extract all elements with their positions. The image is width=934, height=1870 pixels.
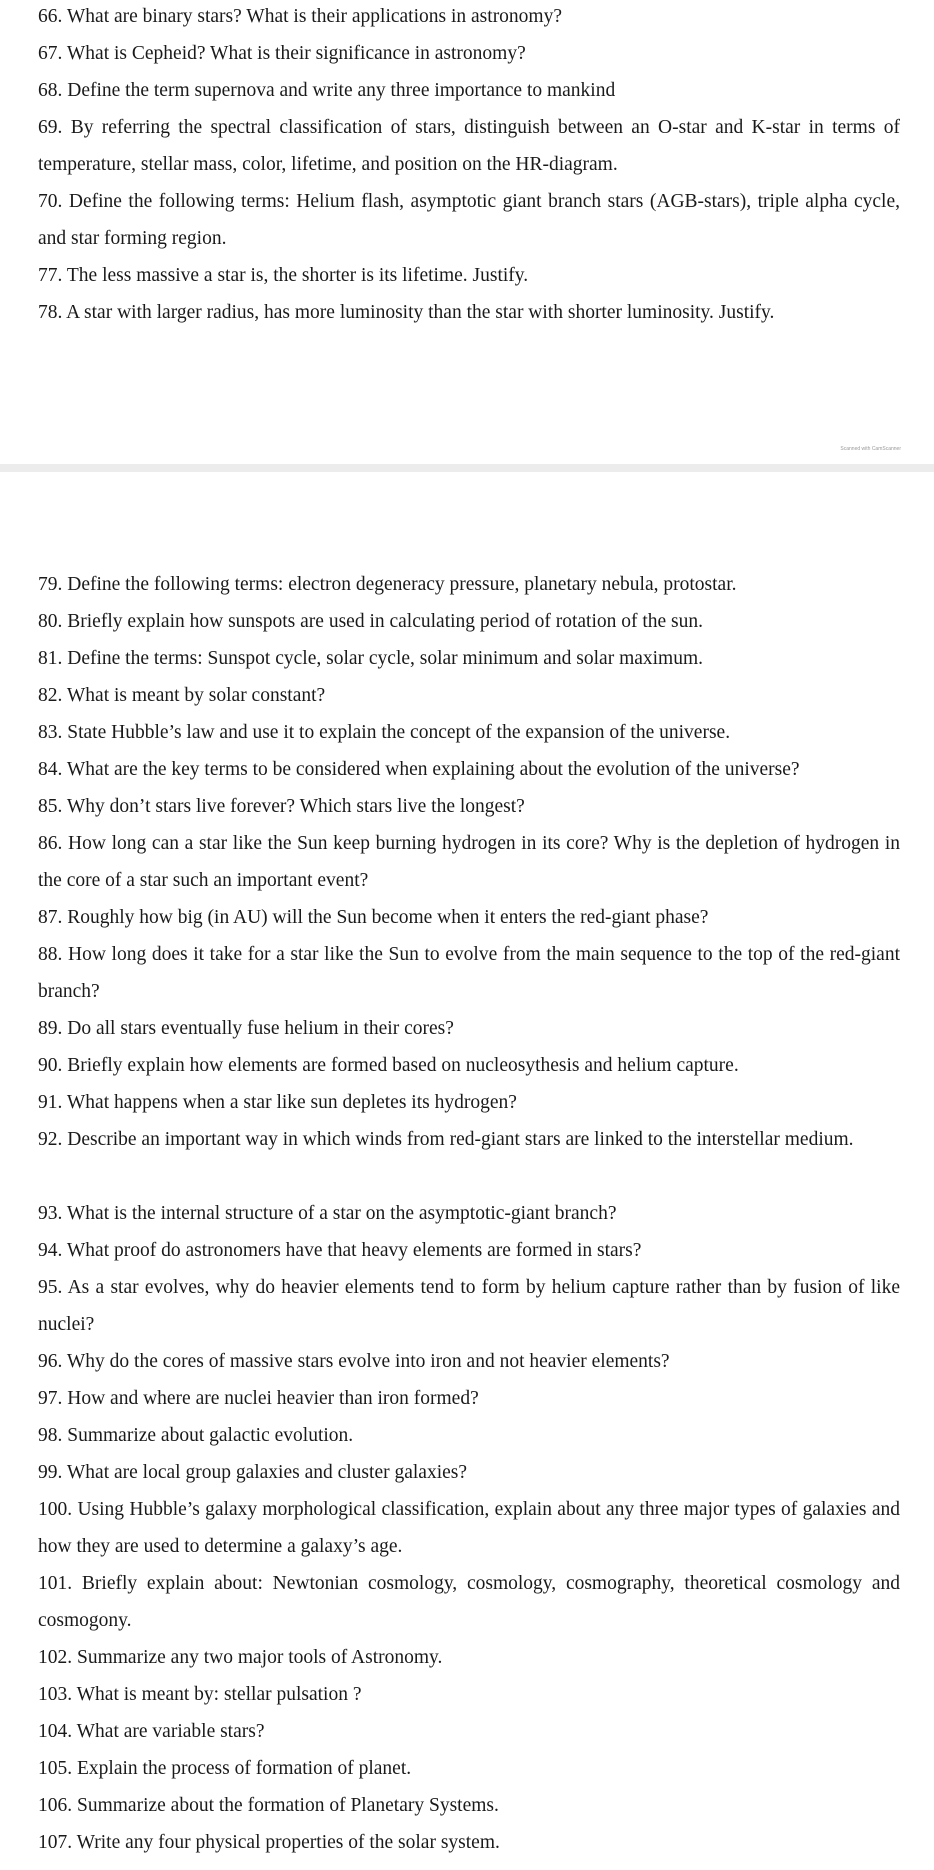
document-page-top: [0, 0, 934, 464]
question-item: 104. What are variable stars?: [38, 1721, 265, 1742]
question-item: 97. How and where are nuclei heavier than iron formed?: [38, 1388, 479, 1409]
question-item: 94. What proof do astronomers have that heavy elements are formed in stars?: [38, 1240, 642, 1261]
question-item: 98. Summarize about galactic evolution.: [38, 1425, 354, 1446]
question-item: 93. What is the internal structure of a star on the asymptotic-giant branch?: [38, 1203, 617, 1224]
question-item: 96. Why do the cores of massive stars evolve into iron and not heavier elements?: [38, 1351, 670, 1372]
question-item: 91. What happens when a star like sun depletes its hydrogen?: [38, 1092, 517, 1113]
question-item: 81. Define the terms: Sunspot cycle, solar cycle, solar minimum and solar maximum.: [38, 648, 704, 669]
question-item: 67. What is Cepheid? What is their significance in astronomy?: [38, 43, 526, 64]
question-item: 80. Briefly explain how sunspots are used in calculating period of rotation of the sun.: [38, 611, 704, 632]
question-item: 87. Roughly how big (in AU) will the Sun become when it enters the red-giant phase?: [38, 907, 709, 928]
question-item: 105. Explain the process of formation of planet.: [38, 1758, 412, 1779]
question-item: 68. Define the term supernova and write any three importance to mankind: [38, 80, 616, 101]
question-item: 95. As a star evolves, why do heavier elements tend to form by helium capture rather than by fusion of like nuclei?: [38, 1277, 900, 1335]
question-item: 103. What is meant by: stellar pulsation ?: [38, 1684, 362, 1705]
question-item: 92. Describe an important way in which winds from red-giant stars are linked to the interstellar medium.: [38, 1129, 854, 1150]
question-item: 85. Why don’t stars live forever? Which stars live the longest?: [38, 796, 525, 817]
question-item: 84. What are the key terms to be considered when explaining about the evolution of the universe?: [38, 759, 800, 780]
question-item: 100. Using Hubble’s galaxy morphological classification, explain about any three major types of galaxies and how they are used to determine a galaxy’s age.: [38, 1499, 900, 1557]
question-item: 66. What are binary stars? What is their applications in astronomy?: [38, 6, 563, 27]
question-item: 77. The less massive a star is, the shorter is its lifetime. Justify.: [38, 265, 529, 286]
question-item: 79. Define the following terms: electron degeneracy pressure, planetary nebula, protostar.: [38, 574, 737, 595]
question-item: 90. Briefly explain how elements are formed based on nucleosythesis and helium capture.: [38, 1055, 739, 1076]
document-page-bottom: [0, 472, 934, 1870]
question-item: 69. By referring the spectral classification of stars, distinguish between an O-star and K-star in terms of temperature, stellar mass, color, lifetime, and position on the HR-diagram.: [38, 117, 900, 175]
question-item: 99. What are local group galaxies and cluster galaxies?: [38, 1462, 468, 1483]
question-item: 102. Summarize any two major tools of Astronomy.: [38, 1647, 443, 1668]
question-item: 89. Do all stars eventually fuse helium in their cores?: [38, 1018, 454, 1039]
question-item: 83. State Hubble’s law and use it to explain the concept of the expansion of the universe.: [38, 722, 731, 743]
page-divider: [0, 464, 934, 472]
question-item: 70. Define the following terms: Helium flash, asymptotic giant branch stars (AGB-stars), triple alpha cycle, and star forming region.: [38, 191, 900, 249]
question-item: 86. How long can a star like the Sun keep burning hydrogen in its core? Why is the depletion of hydrogen in the core of a star such an important event?: [38, 833, 900, 891]
scanner-watermark: Scanned with CamScanner: [840, 446, 901, 452]
question-item: 82. What is meant by solar constant?: [38, 685, 326, 706]
question-item: 107. Write any four physical properties of the solar system.: [38, 1832, 500, 1853]
question-item: 101. Briefly explain about: Newtonian cosmology, cosmology, cosmography, theoretical cosmology and cosmogony.: [38, 1573, 900, 1631]
question-item: 88. How long does it take for a star like the Sun to evolve from the main sequence to the top of the red-giant branch?: [38, 944, 900, 1002]
question-item: 78. A star with larger radius, has more luminosity than the star with shorter luminosity. Justify.: [38, 302, 775, 323]
question-item: 106. Summarize about the formation of Planetary Systems.: [38, 1795, 499, 1816]
